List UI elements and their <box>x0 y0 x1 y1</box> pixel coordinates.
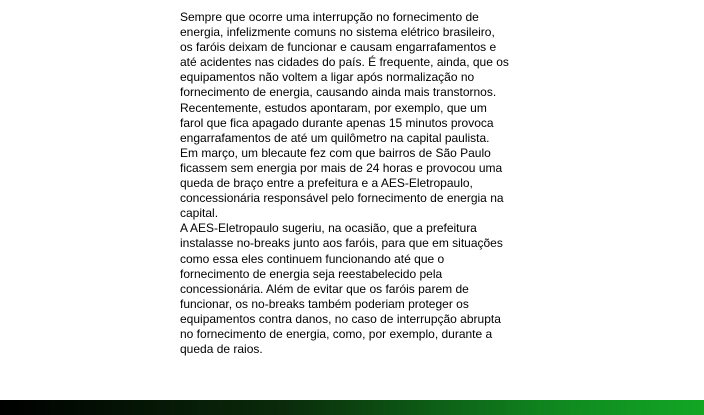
article-paragraph-1: Sempre que ocorre uma interrupção no fornecimento de energia, infelizmente comuns no sistema elétrico brasileiro, os faróis deixam de funcionar e causam engarrafamentos e até acidentes nas cidades do país. É frequente, ainda, que os equipamentos não voltem a ligar após normalização no fornecimento de energia, causando ainda mais transtornos. <box>180 10 509 100</box>
article-paragraph-3: A AES-Eletropaulo sugeriu, na ocasião, que a prefeitura instalasse no-breaks junto aos faróis, para que em situações como essa eles continuem funcionando até que o fornecimento de energia seja reestabelecido pela concessionária. Além de evitar que os faróis parem de funcionar, os no-breaks também poderiam proteger os equipamentos contra danos, no caso de interrupção abrupta no fornecimento de energia, como, por exemplo, durante a queda de raios. <box>180 221 503 357</box>
article-paragraph-2: Recentemente, estudos apontaram, por exemplo, que um farol que fica apagado durante apenas 15 minutos provoca engarrafamentos de até um quilômetro na capital paulista. Em março, um blecaute fez com que bairros de São Paulo ficassem sem energia por mais de 24 horas e provocou uma queda de braço entre a prefeitura e a AES-Eletropaulo, concessionária responsável pelo fornecimento de energia na capital. <box>180 100 504 221</box>
article-body <box>180 10 510 357</box>
footer-gradient-bar <box>0 400 704 415</box>
